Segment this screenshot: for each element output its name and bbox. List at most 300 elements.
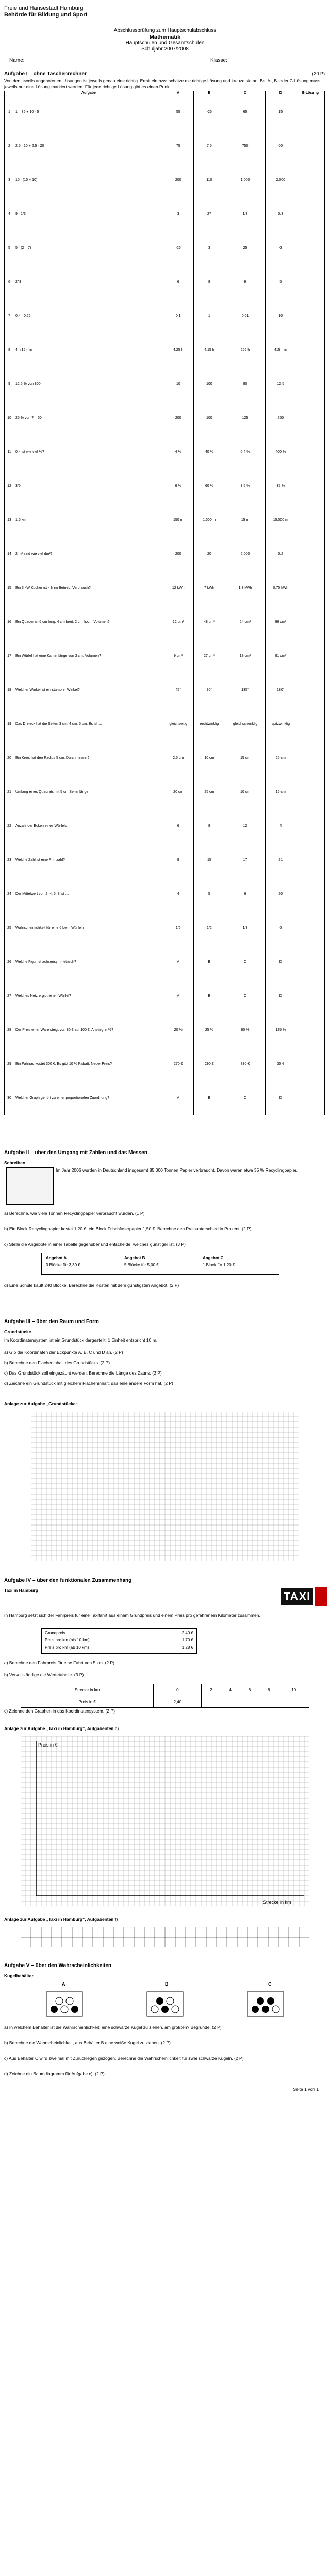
value-table-head-cell: Strecke in km bbox=[21, 1684, 154, 1696]
mc-cell-num: 17 bbox=[5, 639, 14, 673]
exam-title bbox=[0, 28, 330, 53]
mc-cell-c[interactable]: C bbox=[225, 979, 266, 1013]
mc-cell-d[interactable]: -3 bbox=[265, 231, 296, 265]
mc-cell-c[interactable]: 0,01 bbox=[225, 299, 266, 333]
mc-cell-c[interactable]: 1,3 kWh bbox=[225, 571, 266, 605]
mc-cell-num: 8 bbox=[5, 333, 14, 367]
mc-cell-b[interactable]: 100 bbox=[193, 401, 225, 435]
mc-cell-c[interactable]: 255 h bbox=[225, 333, 266, 367]
mc-cell-num: 16 bbox=[5, 605, 14, 639]
mc-cell-d[interactable]: D bbox=[265, 1081, 296, 1115]
mc-cell-task: 25 % von ? = 50 bbox=[14, 401, 163, 435]
mc-cell-a[interactable]: 3 bbox=[163, 197, 193, 231]
mc-cell-answer[interactable] bbox=[296, 775, 324, 809]
mc-cell-answer[interactable] bbox=[296, 537, 324, 571]
mc-cell-d[interactable]: 415 min bbox=[265, 333, 296, 367]
mc-cell-b[interactable]: 25 % bbox=[193, 1013, 225, 1047]
mc-cell-task: Der Preis einer Ware steigt von 80 € auf 100 €. Anstieg in %? bbox=[14, 1013, 163, 1047]
offer-b-label: Angebot B bbox=[124, 1256, 145, 1260]
mc-cell-c[interactable]: 17 bbox=[225, 843, 266, 877]
tariff-label-1: Grundpreis bbox=[45, 1631, 65, 1635]
section2-subheading: Schreiben bbox=[4, 1160, 26, 1165]
mc-cell-b[interactable]: rechtwinklig bbox=[193, 707, 225, 741]
mc-cell-a[interactable]: -25 bbox=[163, 231, 193, 265]
mc-cell-task: 3/5 = bbox=[14, 469, 163, 503]
mc-cell-d[interactable]: 0,75 kWh bbox=[265, 571, 296, 605]
mc-cell-answer[interactable] bbox=[296, 95, 324, 129]
section5-q3: c) Aus Behälter C wird zweimal mit Zurücklegen gezogen. Berechne die Wahrscheinlichkeit für zwei schwarze Kugeln. (2 P) bbox=[4, 2056, 244, 2061]
section3-text1: Im Koordinatensystem ist ein Grundstück dargestellt. 1 Einheit entspricht 10 m. bbox=[4, 1337, 158, 1343]
mc-cell-answer[interactable] bbox=[296, 299, 324, 333]
mc-cell-a[interactable]: 150 m bbox=[163, 503, 193, 537]
value-table-cell[interactable] bbox=[221, 1696, 240, 1708]
mc-cell-a[interactable]: A bbox=[163, 1081, 193, 1115]
value-table-cell[interactable] bbox=[278, 1696, 309, 1708]
mc-cell-answer[interactable] bbox=[296, 163, 324, 197]
mc-cell-num: 25 bbox=[5, 911, 14, 945]
mc-cell-task: Welche Figur ist achsensymmetrisch? bbox=[14, 945, 163, 979]
tariff-box bbox=[41, 1628, 197, 1654]
mc-cell-b[interactable]: B bbox=[193, 945, 225, 979]
mc-cell-a[interactable]: gleichseitig bbox=[163, 707, 193, 741]
mc-cell-c[interactable]: 80 bbox=[225, 367, 266, 401]
mc-cell-d[interactable]: 30 € bbox=[265, 1047, 296, 1081]
mc-cell-answer[interactable] bbox=[296, 843, 324, 877]
mc-cell-a[interactable]: 270 € bbox=[163, 1047, 193, 1081]
mc-cell-b[interactable]: 90° bbox=[193, 673, 225, 707]
mc-cell-answer[interactable] bbox=[296, 741, 324, 775]
container-c bbox=[248, 1992, 284, 2016]
mc-cell-b[interactable]: 27 cm³ bbox=[193, 639, 225, 673]
mc-cell-num: 1 bbox=[5, 95, 14, 129]
mc-cell-num: 19 bbox=[5, 707, 14, 741]
mc-cell-num: 29 bbox=[5, 1047, 14, 1081]
mc-cell-num: 12 bbox=[5, 469, 14, 503]
mc-cell-answer[interactable] bbox=[296, 911, 324, 945]
taxi-graph-grid bbox=[21, 1736, 309, 1906]
mc-cell-d[interactable]: 35 % bbox=[265, 469, 296, 503]
graph2-anlage-label: Anlage zur Aufgabe „Taxi in Hamburg“, Aufgabenteil f) bbox=[4, 1917, 118, 1922]
mc-col-num bbox=[5, 91, 14, 95]
mc-cell-c[interactable]: gleichschenklig bbox=[225, 707, 266, 741]
mc-cell-d[interactable]: 4 bbox=[265, 809, 296, 843]
mc-cell-c[interactable]: 1/3 bbox=[225, 197, 266, 231]
tariff-label-2: Preis pro km (bis 10 km) bbox=[45, 1638, 90, 1642]
mc-cell-d[interactable]: 15 cm bbox=[265, 775, 296, 809]
mc-cell-b[interactable]: 48 cm³ bbox=[193, 605, 225, 639]
value-table-cell[interactable] bbox=[240, 1696, 259, 1708]
mc-cell-a[interactable]: 20 cm bbox=[163, 775, 193, 809]
mc-cell-task: Anzahl der Ecken eines Würfels bbox=[14, 809, 163, 843]
mc-cell-b[interactable]: 3 bbox=[193, 231, 225, 265]
mc-cell-num: 4 bbox=[5, 197, 14, 231]
section2-heading: Aufgabe II – über den Umgang mit Zahlen und das Messen bbox=[4, 1150, 147, 1156]
mc-cell-task: Der Mittelwert von 2, 4, 6, 8 ist … bbox=[14, 877, 163, 911]
mc-cell-task: Das Dreieck hat die Seiten 3 cm, 4 cm, 5 cm. Es ist … bbox=[14, 707, 163, 741]
mc-cell-answer[interactable] bbox=[296, 809, 324, 843]
mc-col-b: B bbox=[193, 91, 225, 95]
section5-q4: d) Zeichne ein Baumdiagramm für Aufgabe c). (2 P) bbox=[4, 2071, 105, 2076]
mc-cell-c[interactable]: 1.000 bbox=[225, 163, 266, 197]
section3-q4: d) Zeichne ein Grundstück mit gleichem Flächeninhalt, das eine andere Form hat. (2 P) bbox=[4, 1381, 173, 1386]
mc-cell-a[interactable]: 75 bbox=[163, 129, 193, 163]
mc-cell-task: Ein Quader ist 6 cm lang, 4 cm breit, 2 cm hoch. Volumen? bbox=[14, 605, 163, 639]
mc-cell-task: Welcher Winkel ist ein stumpfer Winkel? bbox=[14, 673, 163, 707]
section5-q1: a) In welchem Behälter ist die Wahrscheinlichkeit, eine schwarze Kugel zu ziehen, am größten? Begründe. (2 P) bbox=[4, 2025, 222, 2030]
mc-cell-c[interactable]: 15 m bbox=[225, 503, 266, 537]
mc-row bbox=[5, 843, 325, 877]
mc-cell-c[interactable]: 80 % bbox=[225, 1013, 266, 1047]
mc-cell-answer[interactable] bbox=[296, 469, 324, 503]
mc-row bbox=[5, 197, 325, 231]
graph-anlage-label: Anlage zur Aufgabe „Taxi in Hamburg“, Aufgabenteil c) bbox=[4, 1726, 119, 1731]
mc-cell-c[interactable]: C bbox=[225, 945, 266, 979]
mc-row bbox=[5, 95, 325, 129]
mc-cell-a[interactable]: 12 cm³ bbox=[163, 605, 193, 639]
mc-cell-a[interactable]: 0,1 bbox=[163, 299, 193, 333]
mc-cell-answer[interactable] bbox=[296, 605, 324, 639]
mc-cell-d[interactable]: 0,2 bbox=[265, 537, 296, 571]
mc-col-c: C bbox=[225, 91, 266, 95]
offer-c-label: Angebot C bbox=[203, 1256, 224, 1260]
mc-cell-c[interactable]: 25 bbox=[225, 231, 266, 265]
mc-cell-num: 21 bbox=[5, 775, 14, 809]
offer-a-text: 3 Blöcke für 3,30 € bbox=[46, 1263, 80, 1267]
mc-row bbox=[5, 571, 325, 605]
value-table-head-cell: 8 bbox=[259, 1684, 278, 1696]
mc-cell-b[interactable]: 100 bbox=[193, 367, 225, 401]
mc-row bbox=[5, 469, 325, 503]
mc-cell-answer[interactable] bbox=[296, 673, 324, 707]
mc-cell-a[interactable]: 20 % bbox=[163, 1013, 193, 1047]
container-a bbox=[46, 1992, 82, 2016]
mc-row bbox=[5, 299, 325, 333]
mc-header-row bbox=[5, 91, 325, 95]
mc-cell-answer[interactable] bbox=[296, 503, 324, 537]
mc-row bbox=[5, 503, 325, 537]
tariff-value-1: 2,40 € bbox=[182, 1631, 193, 1635]
mc-cell-answer[interactable] bbox=[296, 197, 324, 231]
section5-q2: b) Berechne die Wahrscheinlichkeit, aus Behälter B eine weiße Kugel zu ziehen. (2 P) bbox=[4, 2040, 171, 2045]
mc-cell-num: 3 bbox=[5, 163, 14, 197]
mc-cell-c[interactable]: 135° bbox=[225, 673, 266, 707]
mc-cell-b[interactable]: 15 bbox=[193, 843, 225, 877]
section2-text1: Im Jahr 2006 wurden in Deutschland insgesamt 85.000 Tonnen Papier verbraucht. Davon waren etwa 35 % Recyclingpapier. bbox=[56, 1167, 298, 1173]
mc-cell-answer[interactable] bbox=[296, 401, 324, 435]
mc-cell-task: 2,5 · 10 + 2,5 · 20 = bbox=[14, 129, 163, 163]
mc-cell-c[interactable]: 24 cm³ bbox=[225, 605, 266, 639]
mc-row bbox=[5, 945, 325, 979]
mc-cell-a[interactable]: 2,5 cm bbox=[163, 741, 193, 775]
section4-q3: c) Zeichne den Graphen in das Koordinatensystem. (2 P) bbox=[4, 1708, 115, 1714]
mc-cell-d[interactable]: 15.000 m bbox=[265, 503, 296, 537]
mc-col-e: E-Lösung bbox=[296, 91, 324, 95]
mc-cell-a[interactable]: 9 bbox=[163, 843, 193, 877]
mc-cell-b[interactable]: 20 bbox=[193, 537, 225, 571]
mc-row bbox=[5, 163, 325, 197]
value-table-cell[interactable] bbox=[259, 1696, 278, 1708]
mc-cell-answer[interactable] bbox=[296, 707, 324, 741]
section4-heading: Aufgabe IV – über den funktionalen Zusammenhang bbox=[4, 1578, 132, 1583]
mc-row bbox=[5, 979, 325, 1013]
section2-q2: b) Ein Block Recyclingpapier kostet 1,20 €, ein Block Frischfaserpapier 1,50 €. Berechne den Preisunterschied in Prozent. (2 P) bbox=[4, 1226, 252, 1231]
mc-cell-task: 12,5 % von 800 = bbox=[14, 367, 163, 401]
mc-cell-c[interactable]: 125 bbox=[225, 401, 266, 435]
mc-cell-answer[interactable] bbox=[296, 1081, 324, 1115]
mc-cell-c[interactable]: C bbox=[225, 1081, 266, 1115]
mc-cell-task: 0,4 · 0,25 = bbox=[14, 299, 163, 333]
mc-row bbox=[5, 367, 325, 401]
page-footer: Seite 1 von 1 bbox=[293, 2087, 319, 2092]
mc-cell-task: 4 h 15 min = bbox=[14, 333, 163, 367]
mc-cell-num: 11 bbox=[5, 435, 14, 469]
mc-cell-b[interactable]: 25 cm bbox=[193, 775, 225, 809]
mc-cell-b[interactable]: 4,15 h bbox=[193, 333, 225, 367]
ball-containers bbox=[41, 1990, 289, 2019]
mc-cell-task: Welches Netz ergibt einen Würfel? bbox=[14, 979, 163, 1013]
value-table-head-cell: 4 bbox=[221, 1684, 240, 1696]
mc-cell-a[interactable]: 9 cm³ bbox=[163, 639, 193, 673]
mc-cell-answer[interactable] bbox=[296, 1047, 324, 1081]
mc-cell-num: 5 bbox=[5, 231, 14, 265]
mc-cell-num: 23 bbox=[5, 843, 14, 877]
mc-cell-d[interactable]: 2.000 bbox=[265, 163, 296, 197]
exam-title-line1: Abschlussprüfung zum Hauptschulabschluss bbox=[113, 28, 217, 33]
mc-cell-a[interactable]: 10 bbox=[163, 367, 193, 401]
mc-cell-d[interactable]: 25 cm bbox=[265, 741, 296, 775]
y-axis-label: Preis in € bbox=[38, 1742, 58, 1748]
section1-points: (30 P) bbox=[312, 71, 325, 76]
mc-cell-c[interactable]: 3,5 % bbox=[225, 469, 266, 503]
section3-q2: b) Berechne den Flächeninhalt des Grundstücks. (2 P) bbox=[4, 1360, 110, 1365]
mc-cell-task: 5 · (2 – 7) = bbox=[14, 231, 163, 265]
mc-cell-d[interactable]: 20 bbox=[265, 877, 296, 911]
mc-cell-task: 1,5 km = bbox=[14, 503, 163, 537]
mc-row bbox=[5, 911, 325, 945]
section5-heading: Aufgabe V – über den Wahrscheinlichkeiten bbox=[4, 1963, 112, 1969]
value-table-head-cell: 0 bbox=[154, 1684, 202, 1696]
mc-cell-answer[interactable] bbox=[296, 1013, 324, 1047]
mc-cell-a[interactable]: 4 % bbox=[163, 435, 193, 469]
mc-cell-answer[interactable] bbox=[296, 639, 324, 673]
mc-cell-num: 9 bbox=[5, 367, 14, 401]
container-label-c: C bbox=[268, 1981, 272, 1987]
mc-cell-a[interactable]: 200 bbox=[163, 401, 193, 435]
mc-cell-a[interactable]: A bbox=[163, 979, 193, 1013]
mc-cell-c[interactable]: 750 bbox=[225, 129, 266, 163]
mc-cell-num: 2 bbox=[5, 129, 14, 163]
mc-cell-task: Ein 3 kW Kocher ist 4 h im Betrieb. Verbrauch? bbox=[14, 571, 163, 605]
mc-cell-c[interactable]: 65 bbox=[225, 95, 266, 129]
mc-cell-num: 20 bbox=[5, 741, 14, 775]
name-label: Name: bbox=[9, 58, 25, 63]
mc-cell-d[interactable]: 12,5 bbox=[265, 367, 296, 401]
mc-cell-b[interactable]: 60 % bbox=[193, 469, 225, 503]
mc-cell-a[interactable]: 4,25 h bbox=[163, 333, 193, 367]
mc-cell-answer[interactable] bbox=[296, 231, 324, 265]
mc-cell-b[interactable]: 1 bbox=[193, 299, 225, 333]
mc-cell-task: Ein Würfel hat eine Kantenlänge von 3 cm. Volumen? bbox=[14, 639, 163, 673]
section3-subheading: Grundstücke bbox=[4, 1329, 31, 1334]
mc-cell-d[interactable]: 250 bbox=[265, 401, 296, 435]
value-table-head-cell: 2 bbox=[202, 1684, 221, 1696]
mc-cell-b[interactable]: 8 bbox=[193, 265, 225, 299]
section4-q2: b) Vervollständige die Wertetabelle. (3 P) bbox=[4, 1672, 84, 1677]
value-table-cell: Preis in € bbox=[21, 1696, 154, 1708]
authority-name: Freie und Hansestadt Hamburg bbox=[4, 5, 84, 11]
mc-cell-answer[interactable] bbox=[296, 265, 324, 299]
mc-cell-b[interactable]: 10 cm bbox=[193, 741, 225, 775]
mc-cell-task: Ein Kreis hat den Radius 5 cm. Durchmesser? bbox=[14, 741, 163, 775]
document-header bbox=[4, 5, 324, 19]
mc-cell-num: 30 bbox=[5, 1081, 14, 1115]
mc-cell-b[interactable]: B bbox=[193, 979, 225, 1013]
mc-cell-a[interactable]: 6 bbox=[163, 809, 193, 843]
mc-row bbox=[5, 775, 325, 809]
mc-cell-d[interactable]: 125 % bbox=[265, 1013, 296, 1047]
mc-cell-a[interactable]: 6 bbox=[163, 265, 193, 299]
mc-cell-b[interactable]: -25 bbox=[193, 95, 225, 129]
mc-cell-b[interactable]: 7,5 bbox=[193, 129, 225, 163]
mc-cell-d[interactable]: 400 % bbox=[265, 435, 296, 469]
mc-cell-task: 2 m² sind wie viel dm²? bbox=[14, 537, 163, 571]
mc-cell-d[interactable]: 180° bbox=[265, 673, 296, 707]
mc-cell-d[interactable]: 81 cm³ bbox=[265, 639, 296, 673]
mc-cell-a[interactable]: 55 bbox=[163, 95, 193, 129]
value-table-head-cell: 10 bbox=[278, 1684, 309, 1696]
mc-col-a: A bbox=[163, 91, 193, 95]
mc-row bbox=[5, 435, 325, 469]
mc-cell-a[interactable]: 200 bbox=[163, 163, 193, 197]
mc-cell-num: 28 bbox=[5, 1013, 14, 1047]
mc-cell-d[interactable]: spitzwinklig bbox=[265, 707, 296, 741]
mc-cell-b[interactable]: B bbox=[193, 1081, 225, 1115]
mc-cell-b[interactable]: 8 bbox=[193, 809, 225, 843]
mc-cell-c[interactable]: 1/3 bbox=[225, 911, 266, 945]
mc-row bbox=[5, 639, 325, 673]
mc-cell-num: 26 bbox=[5, 945, 14, 979]
mc-cell-answer[interactable] bbox=[296, 877, 324, 911]
section4-subheading: Taxi in Hamburg bbox=[4, 1588, 38, 1593]
taxi-table-grid bbox=[21, 1927, 309, 1947]
mc-cell-num: 15 bbox=[5, 571, 14, 605]
mc-cell-task: Welcher Graph gehört zu einer proportionalen Zuordnung? bbox=[14, 1081, 163, 1115]
value-table-cell[interactable]: 2,40 bbox=[154, 1696, 202, 1708]
exam-subject: Mathematik bbox=[149, 34, 181, 40]
mc-cell-a[interactable]: 4 bbox=[163, 877, 193, 911]
mc-cell-task: Welche Zahl ist eine Primzahl? bbox=[14, 843, 163, 877]
mc-cell-a[interactable]: 1/6 bbox=[163, 911, 193, 945]
mc-cell-a[interactable]: 12 kWh bbox=[163, 571, 193, 605]
mc-cell-num: 6 bbox=[5, 265, 14, 299]
section4-q1: a) Berechne den Fahrpreis für eine Fahrt von 5 km. (2 P) bbox=[4, 1660, 115, 1665]
mc-cell-task: Ein Fahrrad kostet 300 €. Es gibt 10 % Rabatt. Neuer Preis? bbox=[14, 1047, 163, 1081]
mc-cell-answer[interactable] bbox=[296, 945, 324, 979]
mc-cell-d[interactable]: 5 bbox=[265, 265, 296, 299]
mc-cell-c[interactable]: 6 bbox=[225, 877, 266, 911]
mc-cell-c[interactable]: 10 cm bbox=[225, 775, 266, 809]
mc-cell-d[interactable]: 96 cm³ bbox=[265, 605, 296, 639]
mc-cell-task: 9 · 1/3 = bbox=[14, 197, 163, 231]
mc-cell-a[interactable]: 6 % bbox=[163, 469, 193, 503]
exam-schooltype: Hauptschulen und Gesamtschulen bbox=[125, 40, 205, 46]
mc-cell-task: Wahrscheinlichkeit für eine 6 beim Würfeln bbox=[14, 911, 163, 945]
mc-cell-answer[interactable] bbox=[296, 571, 324, 605]
mc-row bbox=[5, 333, 325, 367]
mc-cell-b[interactable]: 27 bbox=[193, 197, 225, 231]
mc-row bbox=[5, 1013, 325, 1047]
mc-cell-c[interactable]: 12 bbox=[225, 809, 266, 843]
mc-cell-b[interactable]: 110 bbox=[193, 163, 225, 197]
mc-cell-d[interactable]: 0,3 bbox=[265, 197, 296, 231]
authority-dept: Behörde für Bildung und Sport bbox=[4, 12, 88, 18]
mc-cell-d[interactable]: 15 bbox=[265, 95, 296, 129]
mc-cell-c[interactable]: 0,4 % bbox=[225, 435, 266, 469]
section3-heading: Aufgabe III – über den Raum und Form bbox=[4, 1319, 99, 1325]
mc-cell-d[interactable]: D bbox=[265, 945, 296, 979]
mc-cell-b[interactable]: 40 % bbox=[193, 435, 225, 469]
mc-cell-num: 7 bbox=[5, 299, 14, 333]
offer-c-text: 1 Block für 1,20 € bbox=[203, 1263, 235, 1267]
mc-cell-d[interactable]: D bbox=[265, 979, 296, 1013]
mc-cell-task: 1 – 35 + 10 · 5 = bbox=[14, 95, 163, 129]
mc-cell-num: 14 bbox=[5, 537, 14, 571]
mc-row bbox=[5, 673, 325, 707]
mc-row bbox=[5, 265, 325, 299]
mc-cell-answer[interactable] bbox=[296, 979, 324, 1013]
section1-heading: Aufgabe I – ohne Taschenrechner bbox=[4, 71, 87, 77]
mc-cell-d[interactable]: 6 bbox=[265, 911, 296, 945]
mc-cell-answer[interactable] bbox=[296, 129, 324, 163]
class-label: Klasse: bbox=[210, 58, 227, 63]
mc-cell-b[interactable]: 290 € bbox=[193, 1047, 225, 1081]
mc-row bbox=[5, 1081, 325, 1115]
value-table-head-cell: 6 bbox=[240, 1684, 259, 1696]
mc-cell-b[interactable]: 1/2 bbox=[193, 911, 225, 945]
mc-row bbox=[5, 129, 325, 163]
mc-cell-c[interactable]: 15 cm bbox=[225, 741, 266, 775]
mc-cell-a[interactable]: 45° bbox=[163, 673, 193, 707]
section5-subheading: Kugelbehälter bbox=[4, 1973, 34, 1978]
value-table-cell[interactable] bbox=[202, 1696, 221, 1708]
tariff-value-3: 1,28 € bbox=[182, 1645, 193, 1650]
mc-cell-c[interactable]: 2.000 bbox=[225, 537, 266, 571]
mc-cell-d[interactable]: 10 bbox=[265, 299, 296, 333]
mc-row bbox=[5, 877, 325, 911]
offer-a-label: Angebot A bbox=[46, 1256, 67, 1260]
mc-cell-c[interactable]: 9 bbox=[225, 265, 266, 299]
mc-cell-a[interactable]: A bbox=[163, 945, 193, 979]
mc-col-d: D bbox=[265, 91, 296, 95]
mc-cell-c[interactable]: 330 € bbox=[225, 1047, 266, 1081]
mc-cell-answer[interactable] bbox=[296, 333, 324, 367]
mc-cell-b[interactable]: 5 bbox=[193, 877, 225, 911]
mc-cell-c[interactable]: 18 cm³ bbox=[225, 639, 266, 673]
mc-cell-answer[interactable] bbox=[296, 435, 324, 469]
container-label-b: B bbox=[165, 1981, 169, 1987]
mc-cell-d[interactable]: 21 bbox=[265, 843, 296, 877]
value-table bbox=[21, 1684, 309, 1708]
container-b bbox=[147, 1992, 183, 2016]
mc-cell-d[interactable]: 60 bbox=[265, 129, 296, 163]
mc-cell-b[interactable]: 7 kWh bbox=[193, 571, 225, 605]
coord-anlage-label: Anlage zur Aufgabe „Grundstücke“ bbox=[4, 1401, 78, 1406]
section3-q3: c) Das Grundstück soll eingezäunt werden. Berechne die Länge des Zauns. (2 P) bbox=[4, 1370, 162, 1376]
mc-cell-b[interactable]: 1.500 m bbox=[193, 503, 225, 537]
mc-cell-a[interactable]: 200 bbox=[163, 537, 193, 571]
mc-cell-answer[interactable] bbox=[296, 367, 324, 401]
offer-b-text: 5 Blöcke für 5,00 € bbox=[124, 1263, 159, 1267]
